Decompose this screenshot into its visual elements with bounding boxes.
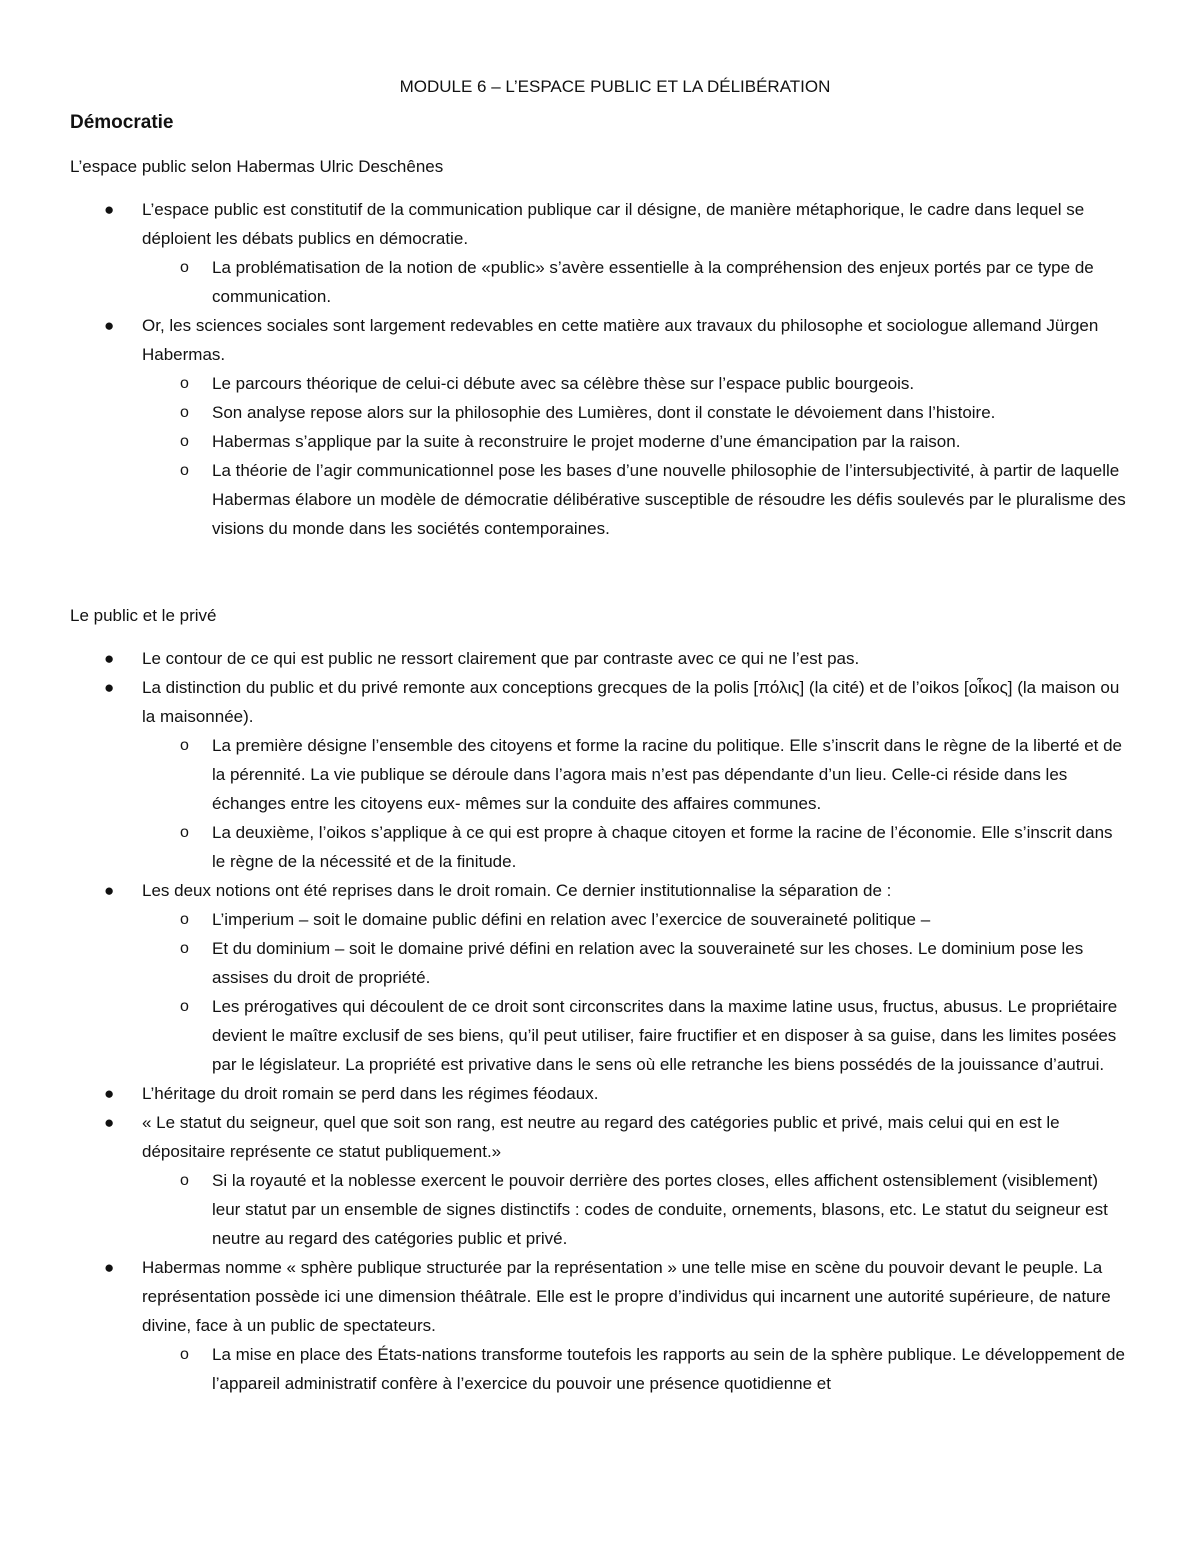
bullet-icon: ● <box>104 316 115 335</box>
sub-list-item <box>142 1166 1130 1253</box>
bullet-icon: ● <box>104 1113 115 1132</box>
sub-list-item-text: Habermas s’applique par la suite à reconstruire le projet moderne d’une émancipation par la raison. <box>212 432 961 451</box>
list-item <box>70 195 1130 311</box>
sub-list-item-text: La problématisation de la notion de «public» s’avère essentielle à la compréhension des enjeux portés par ce type de communication. <box>212 258 1094 306</box>
sub-list <box>142 905 1130 1079</box>
bullet-icon: ● <box>104 1084 115 1103</box>
bullet-icon: ● <box>104 881 115 900</box>
section-title-espace-public: L’espace public selon Habermas Ulric Deschênes <box>70 157 444 176</box>
sub-list-item <box>142 1340 1130 1398</box>
list-item-text: Les deux notions ont été reprises dans le droit romain. Ce dernier institutionnalise la séparation de : <box>142 881 892 900</box>
circle-bullet-icon: o <box>180 940 189 957</box>
circle-bullet-icon: o <box>180 259 189 276</box>
bullet-list-public-prive <box>70 644 1130 1398</box>
sub-list-item <box>142 456 1130 543</box>
sub-list-item <box>142 992 1130 1079</box>
section-title-public-prive: Le public et le privé <box>70 606 217 625</box>
list-item <box>70 644 1130 673</box>
list-item-text: L’espace public est constitutif de la communication publique car il désigne, de manière métaphorique, le cadre dans lequel se déploient les débats publics en démocratie. <box>142 200 1085 248</box>
sub-list-item-text: La théorie de l’agir communicationnel pose les bases d’une nouvelle philosophie de l’intersubjectivité, à partir de laquelle Habermas élabore un modèle de démocratie délibérative susceptible de résoudre les défis soulevés par le pluralisme des visions du monde dans les sociétés contemporaines. <box>212 461 1126 538</box>
sub-list-item-text: Les prérogatives qui découlent de ce droit sont circonscrites dans la maxime latine usus, fructus, abusus. Le propriétaire devient le maître exclusif de ses biens, qu’il peut utiliser, faire fructifier et en disposer à sa guise, dans les limites posées par le législateur. La propriété est privative dans le sens où elle retranche les biens possédés de la jouissance d’autrui. <box>212 997 1118 1074</box>
circle-bullet-icon: o <box>180 1172 189 1189</box>
circle-bullet-icon: o <box>180 1346 189 1363</box>
sub-list-item <box>142 369 1130 398</box>
sub-list-item-text: La deuxième, l’oikos s’applique à ce qui est propre à chaque citoyen et forme la racine de l’économie. Elle s’inscrit dans le règne de la nécessité et de la finitude. <box>212 823 1113 871</box>
list-item <box>70 673 1130 876</box>
circle-bullet-icon: o <box>180 462 189 479</box>
list-item-text: L’héritage du droit romain se perd dans les régimes féodaux. <box>142 1084 599 1103</box>
circle-bullet-icon: o <box>180 433 189 450</box>
sub-list-item-text: Le parcours théorique de celui-ci débute avec sa célèbre thèse sur l’espace public bourgeois. <box>212 374 915 393</box>
document-title: MODULE 6 – L’ESPACE PUBLIC ET LA DÉLIBÉRATION <box>399 77 831 96</box>
list-item-text: « Le statut du seigneur, quel que soit son rang, est neutre au regard des catégories public et privé, mais celui qui en est le dépositaire représente ce statut publiquement.» <box>142 1113 1060 1161</box>
list-item <box>70 1253 1130 1398</box>
sub-list-item <box>142 398 1130 427</box>
bullet-icon: ● <box>104 649 115 668</box>
list-item-text: Or, les sciences sociales sont largement redevables en cette matière aux travaux du philosophe et sociologue allemand Jürgen Habermas. <box>142 316 1099 364</box>
sub-list <box>142 1166 1130 1253</box>
sub-list <box>142 253 1130 311</box>
list-item <box>70 1079 1130 1108</box>
sub-list-item <box>142 427 1130 456</box>
circle-bullet-icon: o <box>180 998 189 1015</box>
list-item <box>70 876 1130 1079</box>
sub-list-item <box>142 253 1130 311</box>
bullet-icon: ● <box>104 1258 115 1277</box>
list-item <box>70 311 1130 543</box>
sub-list-item <box>142 731 1130 818</box>
sub-list-item <box>142 934 1130 992</box>
list-item <box>70 1108 1130 1253</box>
list-item-text: Le contour de ce qui est public ne ressort clairement que par contraste avec ce qui ne l’est pas. <box>142 649 860 668</box>
circle-bullet-icon: o <box>180 375 189 392</box>
sub-list-item-text: La mise en place des États-nations transforme toutefois les rapports au sein de la sphère publique. Le développement de l’appareil administratif confère à l’exercice du pouvoir une présence quotidienne et <box>212 1345 1125 1393</box>
list-item-text: La distinction du public et du privé remonte aux conceptions grecques de la polis [πόλις] (la cité) et de l’oikos [οἶκος] (la maison ou la maisonnée). <box>142 678 1120 726</box>
sub-list-item-text: La première désigne l’ensemble des citoyens et forme la racine du politique. Elle s’inscrit dans le règne de la liberté et de la pérennité. La vie publique se déroule dans l’agora mais n’est pas dépendante d’un lieu. Celle-ci réside dans les échanges entre les citoyens eux- mêmes sur la conduite des affaires communes. <box>212 736 1123 813</box>
list-item-text: Habermas nomme « sphère publique structurée par la représentation » une telle mise en scène du pouvoir devant le peuple. La représentation possède ici une dimension théâtrale. Elle est le propre d’individus qui incarnent une autorité supérieure, de nature divine, face à un public de spectateurs. <box>142 1258 1111 1335</box>
sub-list-item-text: Et du dominium – soit le domaine privé défini en relation avec la souveraineté sur les choses. Le dominium pose les assises du droit de propriété. <box>212 939 1084 987</box>
section-heading: Démocratie <box>70 112 174 133</box>
sub-list-item-text: Son analyse repose alors sur la philosophie des Lumières, dont il constate le dévoiement dans l’histoire. <box>212 403 996 422</box>
bullet-list-espace-public <box>70 195 1130 543</box>
circle-bullet-icon: o <box>180 824 189 841</box>
sub-list-item-text: Si la royauté et la noblesse exercent le pouvoir derrière des portes closes, elles affichent ostensiblement (visiblement) leur statut par un ensemble de signes distinctifs : codes de conduite, ornements, blasons, etc. Le statut du seigneur est neutre au regard des catégories public et privé. <box>212 1171 1108 1248</box>
bullet-icon: ● <box>104 678 115 697</box>
sub-list <box>142 731 1130 876</box>
sub-list-item <box>142 818 1130 876</box>
sub-list-item <box>142 905 1130 934</box>
circle-bullet-icon: o <box>180 911 189 928</box>
circle-bullet-icon: o <box>180 737 189 754</box>
circle-bullet-icon: o <box>180 404 189 421</box>
sub-list <box>142 369 1130 543</box>
bullet-icon: ● <box>104 200 115 219</box>
sub-list <box>142 1340 1130 1398</box>
sub-list-item-text: L’imperium – soit le domaine public défini en relation avec l’exercice de souveraineté politique – <box>212 910 931 929</box>
